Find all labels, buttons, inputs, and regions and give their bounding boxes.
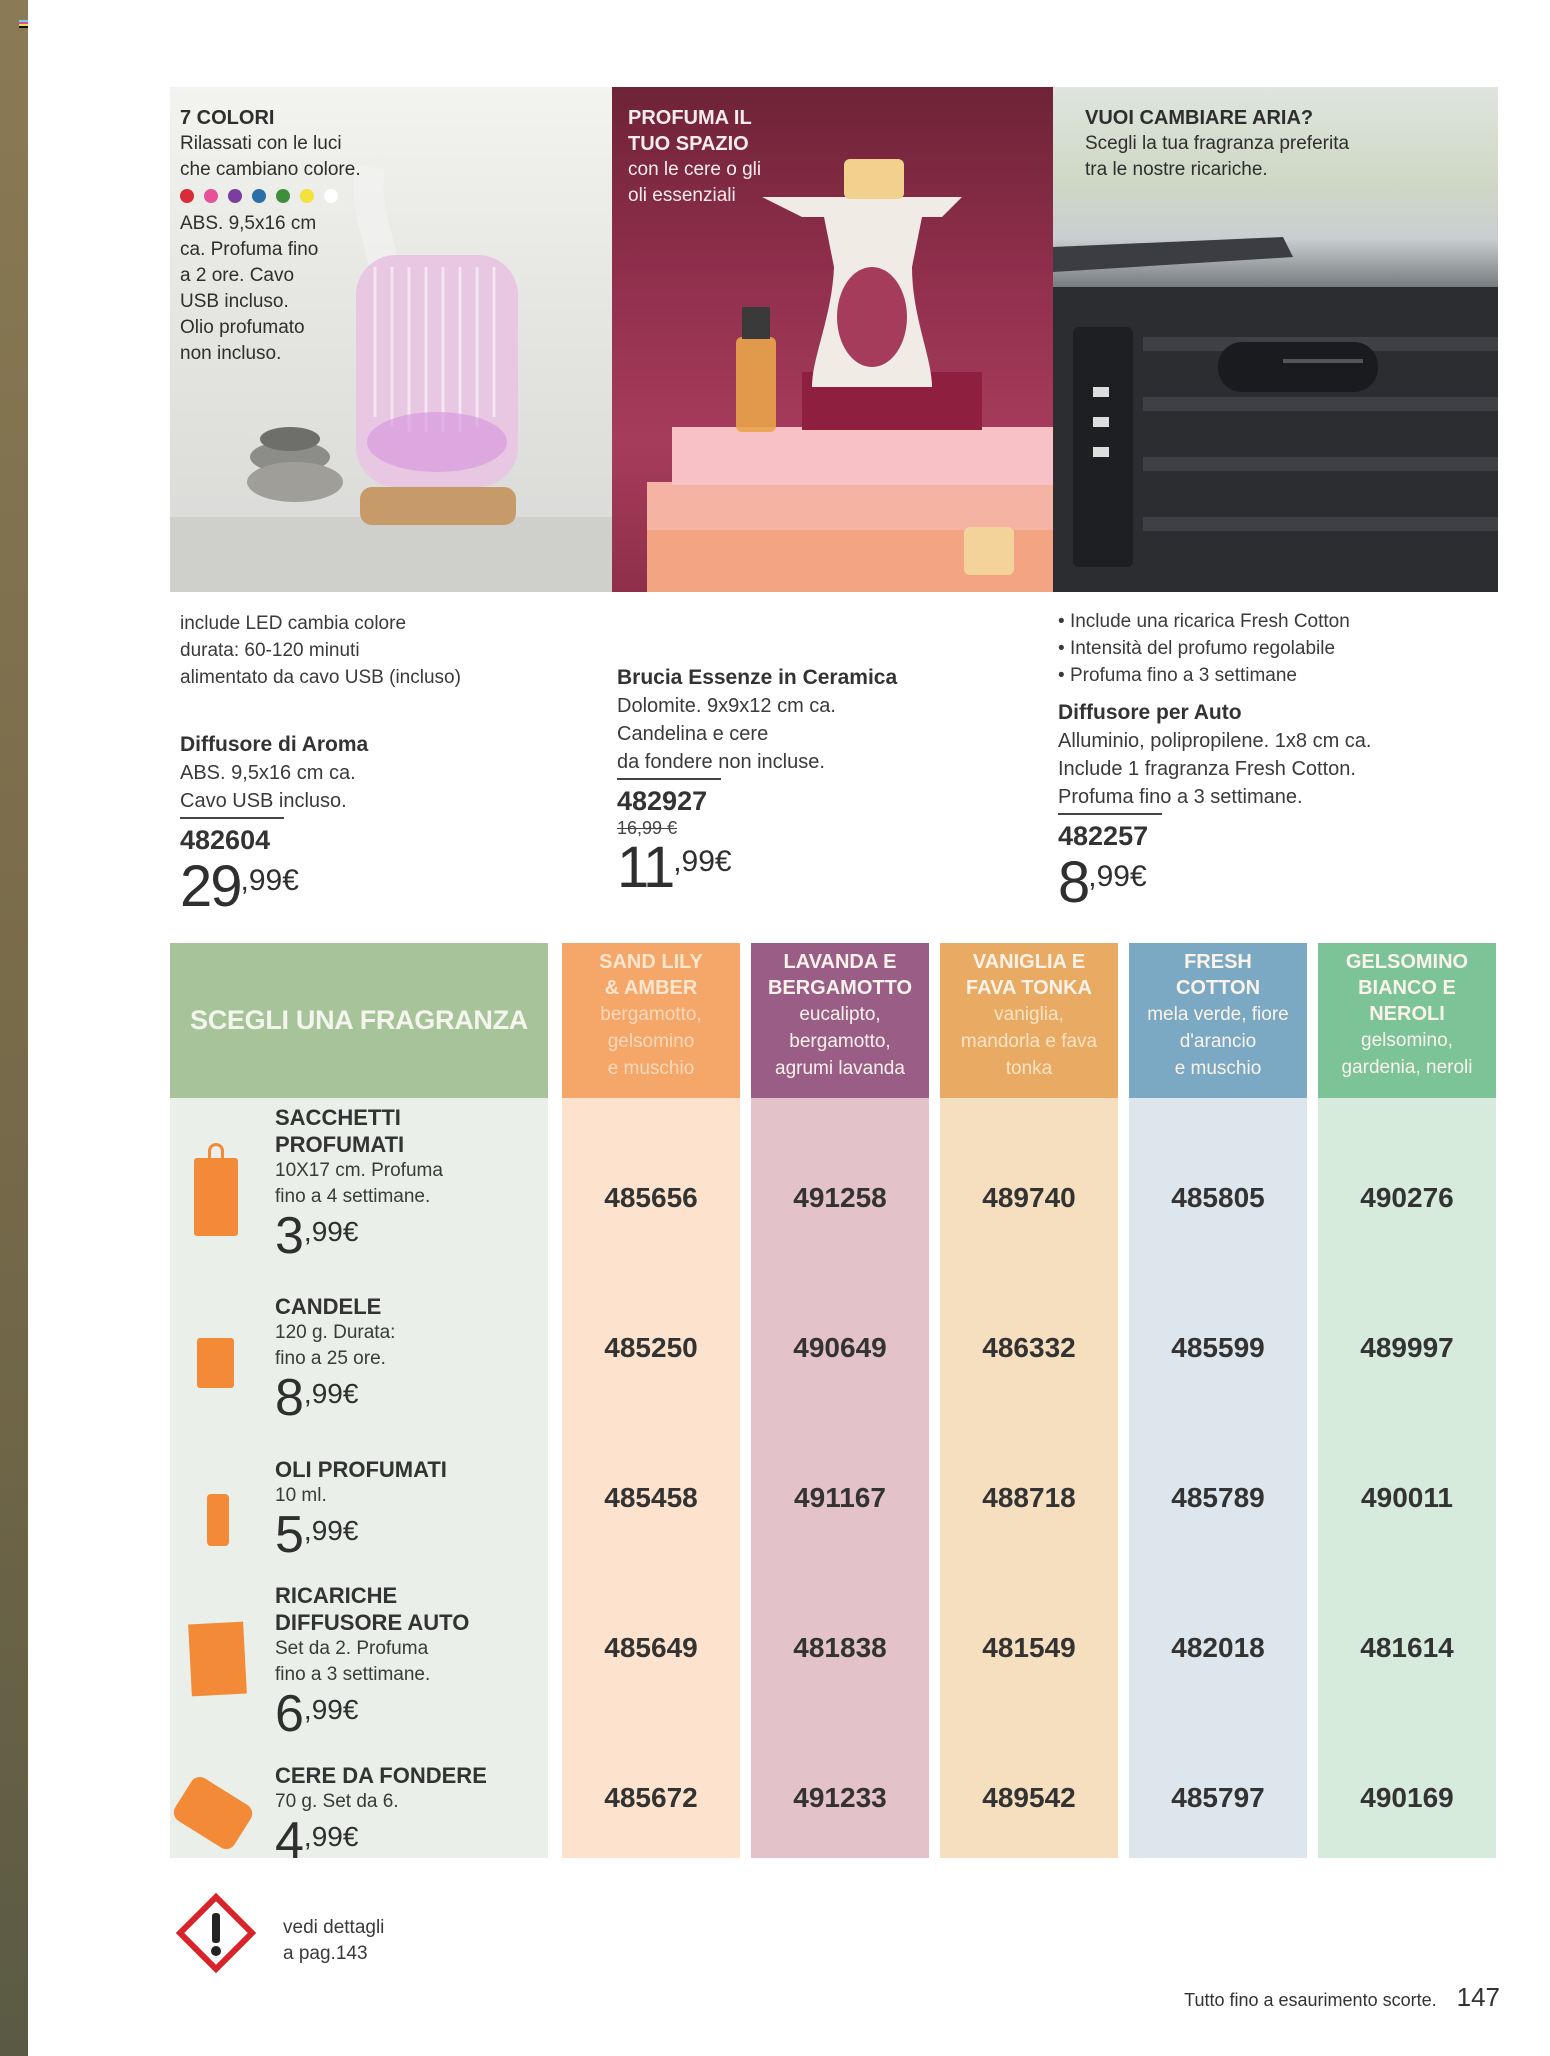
feature-line: durata: 60-120 minuti — [180, 640, 360, 661]
row-item-sacchetti — [275, 1104, 443, 1275]
product-price — [617, 835, 897, 913]
product-info-line: ABS. 9,5x16 cm ca. — [180, 762, 356, 784]
photo-detail-line: USB incluso. — [180, 291, 289, 312]
item-desc-line: fino a 3 settimane. — [275, 1664, 431, 1685]
row-item-candele — [275, 1293, 395, 1437]
sachet-hook-icon — [208, 1143, 224, 1162]
color-dot-purple — [228, 189, 242, 203]
photo-text-line: Rilassati con le luci — [180, 133, 342, 154]
price-integer: 8 — [275, 1369, 304, 1427]
photo-aroma-diffuser — [170, 87, 612, 592]
product-code-cell: 485599 — [1171, 1332, 1265, 1363]
feature-bullet: • Profuma fino a 3 settimane — [1058, 665, 1298, 686]
product-code-cell: 481838 — [793, 1632, 887, 1663]
product-ceramic-burner — [617, 664, 897, 913]
fragrance-name-line: GELSOMINO — [1345, 951, 1469, 973]
feature-line: include LED cambia colore — [180, 613, 407, 634]
fragrance-notes-line: e muschio — [607, 1058, 695, 1079]
product-code-cell: 486332 — [982, 1332, 1076, 1363]
table-title-text: SCEGLI UNA FRAGRANZA — [190, 1005, 528, 1035]
fragrance-name-line: SAND LILY — [599, 951, 703, 973]
item-name-line: RICARICHE — [275, 1583, 398, 1608]
fragrance-name-line: FRESH — [1184, 951, 1252, 973]
price-integer: 4 — [275, 1812, 304, 1870]
fragrance-name-line: BIANCO E — [1358, 977, 1456, 999]
price-decimal: ,99€ — [1088, 860, 1147, 893]
item-price — [275, 1812, 487, 1880]
row-item-ricariche — [275, 1582, 469, 1753]
oil-bottle-icon — [207, 1494, 229, 1546]
product-code-cell: 490649 — [793, 1332, 887, 1363]
fragrance-header-gelsomino-bianco-neroli — [1318, 943, 1496, 1098]
fragrance-table-title — [170, 943, 548, 1098]
fragrance-name-line: NEROLI — [1369, 1003, 1445, 1025]
color-dot-yellow — [300, 189, 314, 203]
price-integer: 3 — [275, 1207, 304, 1265]
photo-detail-line: ABS. 9,5x16 cm — [180, 213, 317, 234]
feature-line: alimentato da cavo USB (incluso) — [180, 667, 461, 688]
color-options — [180, 189, 361, 203]
row-item-oli — [275, 1456, 447, 1574]
product-code-cell: 488718 — [982, 1482, 1076, 1513]
divider — [617, 778, 721, 780]
fragrance-name-line: COTTON — [1175, 977, 1261, 999]
photo-text-line: tra le nostre ricariche. — [1085, 159, 1268, 180]
product-code-cell: 485672 — [604, 1782, 698, 1813]
photo-title-line: PROFUMA IL — [628, 107, 752, 129]
item-name-line: SACCHETTI — [275, 1105, 401, 1130]
photo-title: 7 COLORI — [180, 107, 275, 129]
item-price — [275, 1685, 469, 1753]
item-name-line: CERE DA FONDERE — [275, 1763, 487, 1788]
item-name-line: DIFFUSORE AUTO — [275, 1610, 470, 1635]
item-desc-line: 70 g. Set da 6. — [275, 1791, 399, 1812]
photo-title-line: TUO SPAZIO — [628, 133, 749, 155]
fragrance-codes-gelsomino-bianco-neroli — [1318, 1098, 1496, 1858]
divider — [180, 817, 284, 819]
product-info-line: Alluminio, polipropilene. 1x8 cm ca. — [1058, 730, 1372, 752]
car-refill-icon — [188, 1622, 247, 1697]
product-car-diffuser — [1058, 608, 1372, 928]
product-name: Brucia Essenze in Ceramica — [617, 666, 898, 689]
item-desc-line: fino a 25 ore. — [275, 1348, 386, 1369]
fragrance-notes-line: gelsomino — [607, 1031, 695, 1052]
product-price — [1058, 850, 1372, 928]
photo-text-line: Scegli la tua fragranza preferita — [1085, 133, 1350, 154]
photo-text-line: che cambiano colore. — [180, 159, 361, 180]
product-info-line: Include 1 fragranza Fresh Cotton. — [1058, 758, 1356, 780]
product-name: Diffusore di Aroma — [180, 733, 369, 756]
price-decimal: ,99€ — [673, 845, 732, 878]
fragrance-name-line: FAVA TONKA — [966, 977, 1092, 999]
product-price — [180, 854, 461, 932]
photo-text-line: con le cere o gli — [628, 159, 762, 180]
photo-detail-line: ca. Profuma fino — [180, 239, 319, 260]
product-code-cell: 481549 — [982, 1632, 1076, 1663]
photo-ceramic-burner — [612, 87, 1053, 592]
item-desc-line: 10X17 cm. Profuma — [275, 1160, 443, 1181]
page-number: 147 — [1456, 1982, 1500, 2012]
item-desc-line: fino a 4 settimane. — [275, 1186, 431, 1207]
product-code-cell: 485649 — [604, 1632, 698, 1663]
fragrance-notes-line: tonka — [1005, 1058, 1053, 1079]
product-info-line: Profuma fino a 3 settimane. — [1058, 786, 1303, 808]
product-code-cell: 490276 — [1360, 1182, 1454, 1213]
fragrance-name-line: LAVANDA E — [783, 951, 897, 973]
warning-text-line: a pag.143 — [283, 1943, 368, 1964]
item-desc-line: 120 g. Durata: — [275, 1322, 396, 1343]
photo-car-diffuser — [1053, 87, 1498, 592]
price-integer: 11 — [617, 835, 674, 900]
fragrance-notes-line: bergamotto, — [789, 1031, 891, 1052]
product-aroma-diffuser — [180, 610, 461, 932]
warning-note — [283, 1915, 384, 1967]
fragrance-notes-line: e muschio — [1174, 1058, 1262, 1079]
feature-bullet: • Include una ricarica Fresh Cotton — [1058, 611, 1350, 632]
price-integer: 5 — [275, 1506, 304, 1564]
product-code-cell: 491233 — [793, 1782, 887, 1813]
photo-text-line: oli essenziali — [628, 185, 736, 206]
color-dot-pink — [204, 189, 218, 203]
product-code-cell: 489997 — [1360, 1332, 1454, 1363]
product-code: 482927 — [617, 786, 708, 816]
fragrance-notes-line: mandorla e fava — [960, 1031, 1098, 1052]
fragrance-name-line: VANIGLIA E — [972, 951, 1086, 973]
sachet-icon — [194, 1158, 238, 1236]
price-decimal: ,99€ — [303, 1216, 359, 1247]
fragrance-header-vaniglia-fava-tonka — [940, 943, 1118, 1098]
product-type-list — [170, 1098, 548, 1870]
price-integer: 6 — [275, 1685, 304, 1743]
print-registration-mark — [19, 20, 28, 28]
feature-bullet: • Intensità del profumo regolabile — [1058, 638, 1336, 659]
hazard-exclamation-icon — [176, 1893, 256, 1973]
product-info-line: da fondere non incluse. — [617, 751, 825, 773]
fragrance-codes-sand-lily-amber — [562, 1098, 740, 1858]
product-code-cell: 485797 — [1171, 1782, 1265, 1813]
old-price: 16,99 € — [617, 818, 678, 838]
product-code-cell: 491258 — [793, 1182, 887, 1213]
color-dot-green — [276, 189, 290, 203]
photo-detail-line: a 2 ore. Cavo — [180, 265, 295, 286]
fragrance-header-fresh-cotton — [1129, 943, 1307, 1098]
price-decimal: ,99€ — [303, 1515, 359, 1546]
feature-text: Intensità del profumo regolabile — [1069, 638, 1336, 659]
item-name-line: CANDELE — [275, 1294, 382, 1319]
product-code-cell: 489542 — [982, 1782, 1076, 1813]
product-code-cell: 490011 — [1361, 1482, 1453, 1513]
product-code-cell: 485250 — [604, 1332, 698, 1363]
product-code-cell: 485789 — [1171, 1482, 1265, 1513]
fragrance-notes-line: d'arancio — [1179, 1031, 1257, 1052]
color-dot-red — [180, 189, 194, 203]
color-dot-blue — [252, 189, 266, 203]
price-decimal: ,99€ — [240, 864, 299, 897]
fragrance-notes-line: bergamotto, — [600, 1004, 702, 1025]
color-dot-white — [324, 189, 338, 203]
warning-text-line: vedi dettagli — [283, 1917, 385, 1938]
page-footer — [1184, 1982, 1500, 2013]
row-item-cere — [275, 1762, 487, 1880]
photo-detail-line: Olio profumato — [180, 317, 305, 338]
fragrance-notes-line: gardenia, neroli — [1341, 1057, 1473, 1078]
candle-icon — [197, 1338, 234, 1388]
product-code-cell: 485458 — [604, 1482, 698, 1513]
price-integer: 29 — [180, 854, 241, 919]
product-code-cell: 485805 — [1171, 1182, 1265, 1213]
page-edge-strip — [0, 0, 28, 2056]
product-code-cell: 482018 — [1171, 1632, 1265, 1663]
fragrance-codes-lavanda-bergamotto — [751, 1098, 929, 1858]
fragrance-name-line: BERGAMOTTO — [767, 977, 913, 999]
product-code-cell: 491167 — [794, 1482, 886, 1513]
feature-text: Include una ricarica Fresh Cotton — [1069, 611, 1350, 632]
product-code: 482257 — [1058, 821, 1149, 851]
fragrance-codes-fresh-cotton — [1129, 1098, 1307, 1858]
product-info-line: Dolomite. 9x9x12 cm ca. — [617, 695, 836, 717]
item-desc-line: 10 ml. — [275, 1485, 327, 1506]
fragrance-notes-line: mela verde, fiore — [1147, 1004, 1289, 1025]
product-info-line: Candelina e cere — [617, 723, 769, 745]
photo-title: VUOI CAMBIARE ARIA? — [1085, 107, 1314, 129]
fragrance-header-lavanda-bergamotto — [751, 943, 929, 1098]
price-decimal: ,99€ — [303, 1821, 359, 1852]
fragrance-notes-line: vaniglia, — [994, 1004, 1064, 1025]
product-code-cell: 490169 — [1360, 1782, 1454, 1813]
photo-detail-line: non incluso. — [180, 343, 282, 364]
fragrance-header-sand-lily-amber — [562, 943, 740, 1098]
fragrance-notes-line: agrumi lavanda — [775, 1058, 905, 1079]
price-integer: 8 — [1058, 850, 1089, 915]
product-info-line: Cavo USB incluso. — [180, 790, 347, 812]
product-code-cell: 485656 — [604, 1182, 698, 1213]
item-desc-line: Set da 2. Profuma — [275, 1638, 429, 1659]
product-code-cell: 481614 — [1360, 1632, 1454, 1663]
fragrance-notes-line: eucalipto, — [799, 1004, 881, 1025]
item-price — [275, 1207, 443, 1275]
stock-disclaimer: Tutto fino a esaurimento scorte. — [1184, 1990, 1437, 2010]
fragrance-name-line: & AMBER — [604, 977, 698, 999]
product-code-cell: 489740 — [982, 1182, 1076, 1213]
item-name-line: OLI PROFUMATI — [275, 1457, 447, 1482]
price-decimal: ,99€ — [303, 1694, 359, 1725]
item-name-line: PROFUMATI — [275, 1132, 405, 1157]
wax-melts-icon — [170, 1773, 256, 1852]
fragrance-codes-vaniglia-fava-tonka — [940, 1098, 1118, 1858]
fragrance-notes-line: gelsomino, — [1361, 1030, 1453, 1051]
item-price — [275, 1506, 447, 1574]
item-price — [275, 1369, 395, 1437]
product-name: Diffusore per Auto — [1058, 701, 1242, 724]
divider — [1058, 813, 1162, 815]
feature-text: Profuma fino a 3 settimane — [1069, 665, 1298, 686]
product-code: 482604 — [180, 825, 271, 855]
price-decimal: ,99€ — [303, 1378, 359, 1409]
